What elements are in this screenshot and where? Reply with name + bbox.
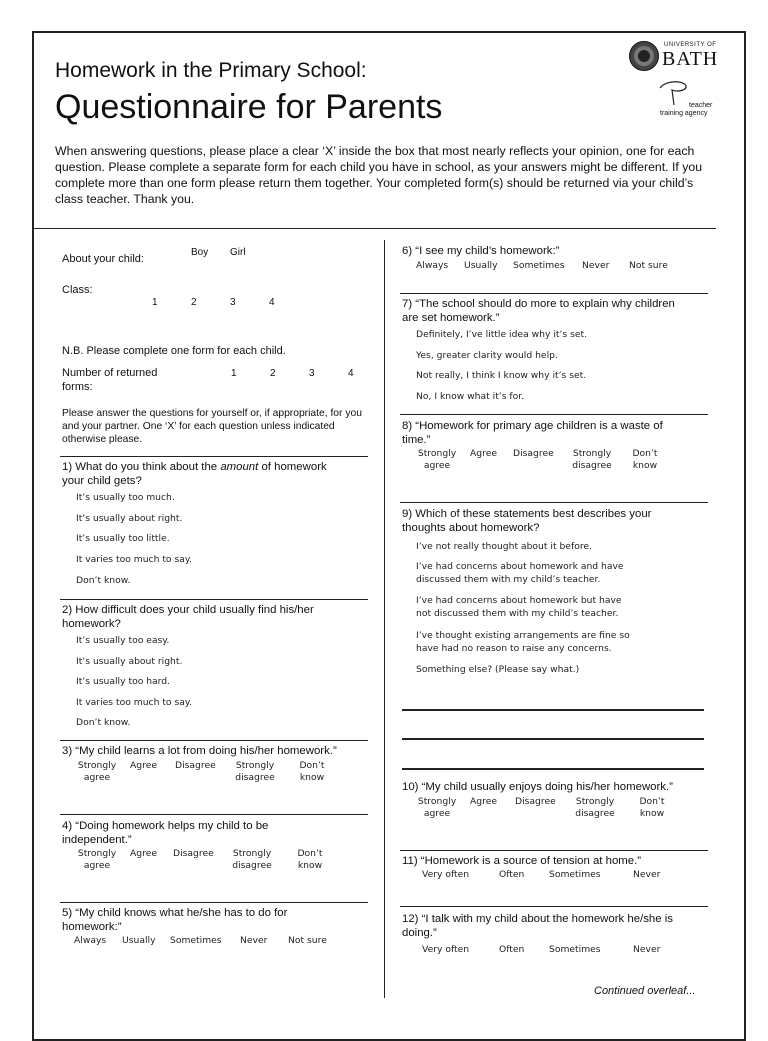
column-divider [384, 240, 385, 998]
about-child-label: About your child: [62, 253, 144, 265]
tta-line2: training agency [660, 110, 708, 117]
logo-university-of: UNIVERSITY OF [664, 42, 717, 48]
q8-strongly-agree: Strongly agree [417, 448, 457, 471]
nb-note: N.B. Please complete one form for each child. [62, 345, 286, 357]
q9-option-cont: have had no reason to raise any concerns. [416, 643, 612, 654]
q5-option: Not sure [288, 935, 327, 946]
q9-option-cont: not discussed them with my child’s teacher. [416, 608, 619, 619]
class-option: 1 [152, 297, 158, 308]
q1-option: It’s usually too little. [76, 533, 170, 544]
q11-option: Very often [422, 869, 470, 880]
q10-strongly-disagree: Strongly disagree [575, 796, 615, 819]
q5-divider [60, 902, 368, 903]
logo-bath: BATH [662, 48, 719, 70]
girl-label: Girl [230, 247, 246, 258]
q3-text: 3) “My child learns a lot from doing his/her homework.” [62, 745, 337, 757]
q5-text-line2: homework:” [62, 921, 122, 933]
q7-text: 7) “The school should do more to explain why children [402, 298, 675, 310]
q12-option: Never [633, 944, 661, 955]
q4-strongly-agree: Strongly agree [77, 848, 117, 871]
q9-text-line2: thoughts about homework? [402, 522, 540, 534]
q2-text: 2) How difficult does your child usually find his/her [62, 604, 314, 616]
q7-option: No, I know what it’s for. [416, 391, 525, 402]
tta-swirl-icon [656, 78, 690, 106]
q4-text: 4) “Doing homework helps my child to be [62, 820, 269, 832]
q6-option: Sometimes [513, 260, 565, 271]
q7-option: Definitely, I’ve little idea why it’s set. [416, 329, 588, 340]
q3-strongly-disagree: Strongly disagree [235, 760, 275, 783]
q2-option: It varies too much to say. [76, 697, 192, 708]
q4-strongly-disagree: Strongly disagree [232, 848, 272, 871]
q7-divider [400, 293, 708, 294]
crest-icon [628, 40, 660, 72]
q8-strongly-disagree: Strongly disagree [572, 448, 612, 471]
q9-option: I’ve not really thought about it before. [416, 541, 592, 552]
q8-dont-know: Don’t know [632, 448, 658, 471]
q10-agree: Agree [470, 796, 497, 807]
q1-option: Don’t know. [76, 575, 131, 586]
q9-option: Something else? (Please say what.) [416, 664, 580, 675]
q4-divider [60, 814, 368, 815]
q1-option: It’s usually about right. [76, 513, 183, 524]
q12-text: 12) “I talk with my child about the homework he/she is [402, 913, 673, 925]
class-option: 4 [269, 297, 275, 308]
q6-option: Not sure [629, 260, 668, 271]
q5-text: 5) “My child knows what he/she has to do for [62, 907, 288, 919]
q10-strongly-agree: Strongly agree [417, 796, 457, 819]
q10-dont-know: Don’t know [639, 796, 665, 819]
header-divider [33, 228, 716, 229]
q6-option: Usually [464, 260, 498, 271]
q9-option: I’ve had concerns about homework but have [416, 595, 622, 606]
class-option: 3 [230, 297, 236, 308]
returned-option: 4 [348, 368, 354, 379]
q2-divider [60, 599, 368, 600]
q5-option: Never [240, 935, 268, 946]
page-subtitle: Homework in the Primary School: [55, 59, 367, 82]
tta-line1: teacher [689, 102, 713, 109]
q10-disagree: Disagree [515, 796, 556, 807]
q4-disagree: Disagree [173, 848, 214, 859]
q9-write-line[interactable] [402, 738, 704, 740]
returned-option: 1 [231, 368, 237, 379]
q9-divider [400, 502, 708, 503]
returned-option: 2 [270, 368, 276, 379]
q1-text-line2: your child gets? [62, 475, 142, 487]
q2-option: It’s usually too easy. [76, 635, 170, 646]
q8-agree: Agree [470, 448, 497, 459]
returned-label-2: forms: [62, 381, 93, 393]
q12-option: Sometimes [549, 944, 601, 955]
q5-option: Sometimes [170, 935, 222, 946]
q9-text: 9) Which of these statements best describes your [402, 508, 652, 520]
q1-text: 1) What do you think about the amount of homework [62, 461, 327, 473]
q10-text: 10) “My child usually enjoys doing his/her homework.” [402, 781, 673, 793]
q3-divider [60, 740, 368, 741]
q4-agree: Agree [130, 848, 157, 859]
q12-divider [400, 906, 708, 907]
q6-text: 6) “I see my child’s homework:” [402, 245, 560, 257]
returned-option: 3 [309, 368, 315, 379]
q12-text-line2: doing.” [402, 927, 437, 939]
q9-option: I’ve had concerns about homework and have [416, 561, 624, 572]
q3-strongly-agree: Strongly agree [77, 760, 117, 783]
continued-overleaf: Continued overleaf... [594, 985, 696, 997]
q3-disagree: Disagree [175, 760, 216, 771]
q9-write-line[interactable] [402, 768, 704, 770]
q5-option: Always [74, 935, 107, 946]
q5-option: Usually [122, 935, 156, 946]
q11-option: Sometimes [549, 869, 601, 880]
q8-text-line2: time.” [402, 434, 431, 446]
q2-option: It’s usually about right. [76, 656, 183, 667]
intro-paragraph: When answering questions, please place a clear ‘X’ inside the box that most nearly reflects your opinion, one for each question. Please complete a separate form for each child you have in school, as your answers might be different. If you complete more than one form please return them together. Your completed form(s) should be returned via your child’s class teacher. Thank you. [55, 144, 703, 206]
q3-agree: Agree [130, 760, 157, 771]
q11-text: 11) “Homework is a source of tension at home.” [402, 855, 642, 867]
instructions: Please answer the questions for yourself or, if appropriate, for you and your partner. One ‘X’ for each question unless indicated otherwise please. [62, 408, 362, 445]
q4-dont-know: Don’t know [297, 848, 323, 871]
q9-option-cont: discussed them with my child’s teacher. [416, 574, 601, 585]
q1-divider [60, 456, 368, 457]
class-option: 2 [191, 297, 197, 308]
q12-option: Very often [422, 944, 470, 955]
q11-divider [400, 850, 708, 851]
q8-text: 8) “Homework for primary age children is a waste of [402, 420, 663, 432]
q2-option: It’s usually too hard. [76, 676, 171, 687]
q11-option: Often [499, 869, 525, 880]
q9-option: I’ve thought existing arrangements are fine so [416, 630, 630, 641]
returned-label-1: Number of returned [62, 367, 158, 379]
q2-option: Don’t know. [76, 717, 131, 728]
q7-option: Not really, I think I know why it’s set. [416, 370, 587, 381]
q4-text-line2: independent.” [62, 834, 132, 846]
q11-option: Never [633, 869, 661, 880]
q12-option: Often [499, 944, 525, 955]
q1-option: It varies too much to say. [76, 554, 192, 565]
q9-write-line[interactable] [402, 709, 704, 711]
q2-text-line2: homework? [62, 618, 121, 630]
q6-option: Always [416, 260, 449, 271]
q7-option: Yes, greater clarity would help. [416, 350, 558, 361]
q8-disagree: Disagree [513, 448, 554, 459]
q7-text-line2: are set homework.” [402, 312, 500, 324]
q1-option: It’s usually too much. [76, 492, 175, 503]
q3-dont-know: Don’t know [299, 760, 325, 783]
boy-label: Boy [191, 247, 209, 258]
q8-divider [400, 414, 708, 415]
page-title: Questionnaire for Parents [55, 88, 443, 126]
class-label: Class: [62, 284, 93, 296]
q6-option: Never [582, 260, 610, 271]
